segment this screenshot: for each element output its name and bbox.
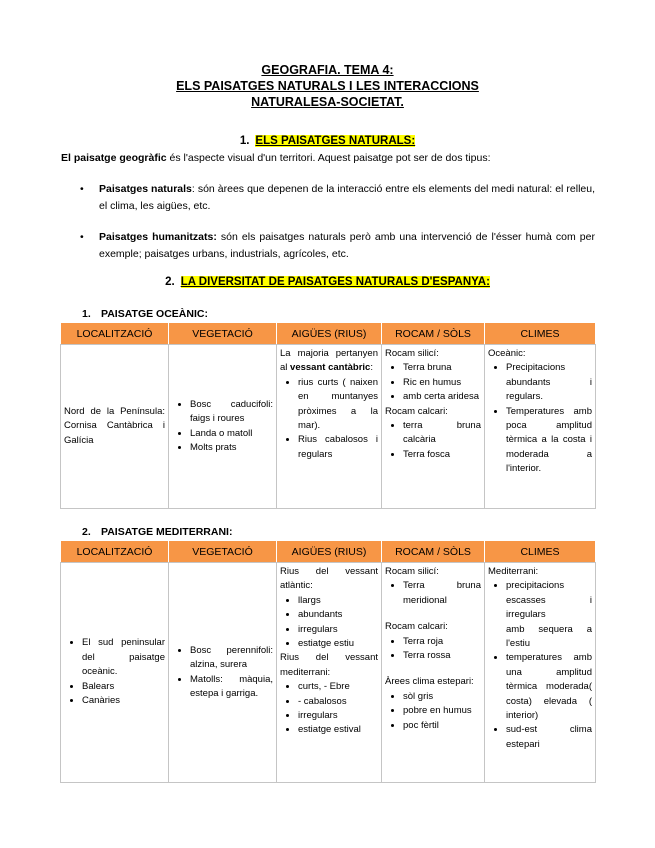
list-item: • llargs [298, 594, 378, 608]
list-item: • irregulars [298, 623, 378, 637]
intro-text: és l'aspecte visual d'un territori. Aquest paisatge pot ser de dos tipus: [166, 152, 491, 164]
list-item: • Canàries [82, 694, 165, 708]
type-description: són els paisatges naturals però amb una intervenció de l'ésser humà com per exemple; paisatges urbans, industrials, agrícoles, etc. [99, 231, 595, 260]
column-header-location: LOCALITZACIÓ [61, 323, 169, 345]
oceanic-title: PAISATGE OCEÀNIC: [101, 308, 208, 320]
mediterranean-climate-cell [485, 563, 596, 783]
rock-label: Rocam silicí: [385, 566, 439, 577]
spacer [385, 663, 481, 675]
list-item: • poc fèrtil [403, 719, 481, 733]
list-item: • amb certa aridesa [403, 390, 481, 404]
oceanic-table [60, 322, 596, 509]
list-item: • temperatures amb una amplitud tèrmica moderada( costa) elevada ( interior) [506, 651, 592, 723]
list-item: • Terra rossa [403, 649, 481, 663]
mediterranean-waters-cell [277, 563, 382, 783]
table-row [61, 563, 596, 783]
column-header-waters: AIGÜES (RIUS) [277, 541, 382, 563]
title-line-3: NATURALESA-SOCIETAT. [251, 95, 404, 109]
column-header-location: LOCALITZACIÓ [61, 541, 169, 563]
waters-intro [280, 347, 378, 376]
list-item: • Bosc perennifoli: alzina, surera [190, 644, 273, 673]
rock-label: Àrees clima estepari: [385, 676, 474, 688]
waters-label: Rius del vessant mediterrani: [280, 652, 378, 678]
column-header-waters: AIGÜES (RIUS) [277, 323, 382, 345]
list-item: • Balears [82, 680, 165, 694]
mediterranean-title: PAISATGE MEDITERRANI: [101, 526, 233, 538]
column-header-rocks: ROCAM / SÒLS [382, 323, 485, 345]
mediterranean-number: 2. [82, 526, 91, 538]
spacer [385, 608, 481, 620]
oceanic-heading [82, 308, 208, 320]
climate-label: Mediterrani: [488, 566, 539, 577]
table-header-row [61, 323, 596, 345]
list-item: • irregulars [298, 709, 378, 723]
column-header-vegetation: VEGETACIÓ [169, 541, 277, 563]
list-item: • Terra roja [403, 635, 481, 649]
rock-label: Rocam calcari: [385, 621, 448, 633]
list-item [506, 579, 592, 651]
waters-intro-bold: vessant cantàbric [290, 362, 371, 374]
list-item: • El sud peninsular del paisatge oceànic. [82, 636, 165, 679]
oceanic-rocks-cell [382, 345, 485, 509]
mediterranean-rocks-cell [382, 563, 485, 783]
landscape-types-list [80, 181, 595, 277]
list-item: • - cabalosos [298, 695, 378, 709]
list-item: • Terra bruna meridional [403, 579, 481, 608]
list-item: • Terra bruna [403, 361, 481, 375]
document-title [0, 62, 655, 110]
list-item: • curts, - Ebre [298, 680, 378, 694]
oceanic-location-cell [61, 345, 169, 509]
oceanic-number: 1. [82, 308, 91, 320]
list-item: • estiatge estival [298, 723, 378, 737]
section-1-title: ELS PAISATGES NATURALS: [255, 135, 416, 147]
waters-label: Rius del vessant atlàntic: [280, 566, 378, 592]
rock-label: Rocam silicí: [385, 348, 439, 359]
section-1-number: 1. [239, 135, 250, 147]
mediterranean-heading [82, 526, 232, 538]
list-item: • estiatge estiu [298, 637, 378, 651]
list-item: • pobre en humus [403, 704, 481, 718]
list-item: • sud-est clima estepari [506, 723, 592, 752]
list-item: • Temperatures amb poca amplitud tèrmica a la costa i moderada a l'interior. [506, 405, 592, 477]
location-text: Nord de la Península: Cornisa Cantàbrica i Galícia [64, 405, 165, 446]
list-item: • sòl gris [403, 690, 481, 704]
intro-paragraph [61, 152, 490, 164]
type-term: Paisatges naturals [99, 183, 192, 195]
list-item: • abundants [298, 608, 378, 622]
climate-text: amb sequera a l'estiu [506, 623, 592, 650]
mediterranean-location-cell [61, 563, 169, 783]
list-item: • rius curts ( naixen en muntanyes pròximes a la mar). [298, 376, 378, 434]
list-item: • Terra fosca [403, 448, 481, 462]
rock-label: Rocam calcari: [385, 405, 448, 417]
waters-intro-colon: : [370, 362, 373, 374]
table-row [61, 345, 596, 509]
type-description: : són àrees que depenen de la interacció entre els elements del medi natural: el relleu, el clima, les aigües, etc. [99, 183, 595, 212]
list-item: • Precipitacions abundants i regulars. [506, 361, 592, 404]
section-2-number: 2. [165, 276, 175, 288]
section-2-heading [0, 276, 655, 288]
column-header-climates: CLIMES [485, 323, 596, 345]
list-item [80, 229, 595, 263]
climate-label: Oceànic: [488, 348, 526, 359]
mediterranean-vegetation-cell [169, 563, 277, 783]
list-item [80, 181, 595, 215]
column-header-climates: CLIMES [485, 541, 596, 563]
section-2-title: LA DIVERSITAT DE PAISATGES NATURALS D'ESPANYA: [180, 276, 490, 288]
title-line-2: ELS PAISATGES NATURALS I LES INTERACCIONS [176, 79, 479, 93]
mediterranean-table [60, 540, 596, 783]
waters-intro-text: La majoria pertanyen al [280, 348, 378, 374]
oceanic-vegetation-cell [169, 345, 277, 509]
intro-term: El paisatge geogràfic [61, 152, 167, 164]
section-1-heading [0, 135, 655, 147]
type-term: Paisatges humanitzats: [99, 231, 217, 243]
list-item: • Matolls: màquia, estepa i garriga. [190, 673, 273, 702]
title-line-1: GEOGRAFIA. TEMA 4: [261, 63, 394, 77]
column-header-rocks: ROCAM / SÒLS [382, 541, 485, 563]
list-item: • Rius cabalosos i regulars [298, 433, 378, 462]
climate-text: precipitacions escasses i irregulars [506, 580, 592, 621]
list-item: • Bosc caducifoli: faigs i roures [190, 398, 273, 427]
list-item: • Molts prats [190, 441, 273, 455]
list-item: • Ric en humus [403, 376, 481, 390]
oceanic-climate-cell [485, 345, 596, 509]
table-header-row [61, 541, 596, 563]
list-item: • Landa o matoll [190, 427, 273, 441]
oceanic-waters-cell [277, 345, 382, 509]
list-item: • terra bruna calcària [403, 419, 481, 448]
column-header-vegetation: VEGETACIÓ [169, 323, 277, 345]
